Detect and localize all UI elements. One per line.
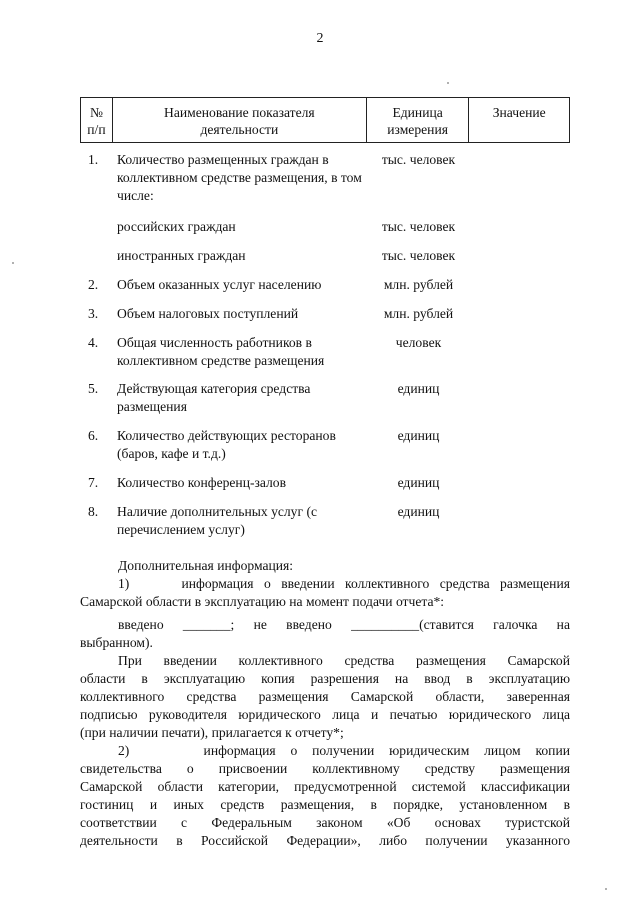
- row-num: 1.: [88, 152, 99, 167]
- para-line2: области в эксплуатацию копия разрешения на ввод в эксплуатацию: [80, 671, 570, 686]
- table-row: [80, 503, 570, 539]
- row-name: Количество действующих ресторанов (баров, кафе и т.д.): [117, 428, 336, 461]
- row-unit: тыс. человек: [381, 152, 456, 167]
- row-num: 2.: [88, 277, 99, 292]
- table-row: [80, 276, 570, 294]
- row-unit: тыс. человек: [381, 248, 456, 263]
- indicators-table: [80, 97, 570, 143]
- para-line1: При введении коллективного средства размещения Самарской: [118, 653, 570, 668]
- row-num: [80, 218, 112, 236]
- header-unit: [367, 98, 470, 142]
- row-name: Общая численность работников в коллективном средстве размещения: [117, 335, 325, 368]
- row-value: [470, 305, 570, 323]
- header-unit-line2: измерения: [387, 122, 448, 137]
- table-row: [80, 334, 570, 370]
- header-num-line2: п/п: [87, 122, 106, 137]
- row-num: 5.: [88, 381, 99, 396]
- row-unit: единиц: [397, 475, 440, 490]
- header-num-line1: №: [89, 105, 103, 120]
- row-name: Количество конференц-залов: [117, 475, 287, 490]
- table-row: [80, 474, 570, 492]
- item2-line5: соответствии с Федеральным законом «Об основах туристской: [80, 815, 570, 830]
- row-unit: единиц: [397, 381, 440, 396]
- row-name: российских граждан: [117, 219, 236, 234]
- header-name: [113, 98, 367, 142]
- row-unit: тыс. человек: [381, 219, 456, 234]
- item1-line1: 1) информация о введении коллективного средства размещения: [118, 576, 570, 591]
- item1-line2: Самарской области в эксплуатацию на момент подачи отчета*:: [80, 594, 445, 609]
- row-value: [470, 276, 570, 294]
- para-line3: коллективного средства размещения Самарской области, заверенная: [80, 689, 570, 704]
- row-value: [470, 503, 570, 539]
- row-num: 4.: [88, 335, 99, 350]
- blank-line: введено _______; не введено __________(ставится галочка на: [118, 617, 570, 632]
- row-name: Объем налоговых поступлений: [117, 306, 299, 321]
- row-value: [470, 151, 570, 205]
- row-unit: единиц: [397, 504, 440, 519]
- header-unit-line1: Единица: [392, 105, 443, 120]
- additional-heading: Дополнительная информация:: [118, 558, 294, 573]
- page-number: 2: [316, 31, 324, 46]
- header-value-label: Значение: [492, 105, 546, 120]
- para-line4: подписью руководителя юридического лица и печатью юридического лица: [80, 707, 570, 722]
- blank-line2: выбранном).: [80, 635, 153, 650]
- item2-line4: гостиниц и иных средств размещения, в порядке, установленном в: [80, 797, 570, 812]
- table-row: [80, 380, 570, 416]
- row-value: [470, 334, 570, 370]
- row-name: Наличие дополнительных услуг (с перечислением услуг): [117, 504, 318, 537]
- row-num: 3.: [88, 306, 99, 321]
- row-name: Количество размещенных граждан в коллективном средстве размещения, в том числе:: [117, 152, 362, 203]
- scan-speck: [12, 262, 14, 264]
- row-num: 7.: [88, 475, 99, 490]
- row-unit: единиц: [397, 428, 440, 443]
- row-value: [470, 427, 570, 463]
- header-name-line2: деятельности: [200, 122, 279, 137]
- header-value: [469, 98, 569, 142]
- row-value: [470, 380, 570, 416]
- row-value: [470, 247, 570, 265]
- item2-line2: свидетельства о присвоении коллективному средству размещения: [80, 761, 570, 776]
- header-num: [81, 98, 113, 142]
- item2-line6: деятельности в Российской Федерации», либо получении указанного: [80, 833, 570, 848]
- row-num: [80, 247, 112, 265]
- item2-line1: 2) информация о получении юридическим лицом копии: [118, 743, 570, 758]
- table-row: [80, 427, 570, 463]
- row-num: 8.: [88, 504, 99, 519]
- row-unit: млн. рублей: [383, 306, 454, 321]
- row-value: [470, 218, 570, 236]
- row-name: иностранных граждан: [117, 248, 246, 263]
- scan-speck: [447, 82, 449, 84]
- table-header: [80, 97, 570, 143]
- para-line5: (при наличии печати), прилагается к отчету*;: [80, 725, 344, 740]
- scan-speck: [605, 888, 607, 890]
- table-row: [80, 305, 570, 323]
- row-name: Действующая категория средства размещения: [117, 381, 311, 414]
- row-num: 6.: [88, 428, 99, 443]
- row-name: Объем оказанных услуг населению: [117, 277, 322, 292]
- table-row: [80, 151, 570, 205]
- row-unit: человек: [395, 335, 442, 350]
- row-unit: млн. рублей: [383, 277, 454, 292]
- row-value: [470, 474, 570, 492]
- table-row: [80, 218, 570, 236]
- table-row: [80, 247, 570, 265]
- header-name-line1: Наименование показателя: [164, 105, 315, 120]
- item2-line3: Самарской области категории, предусмотренной системой классификации: [80, 779, 570, 794]
